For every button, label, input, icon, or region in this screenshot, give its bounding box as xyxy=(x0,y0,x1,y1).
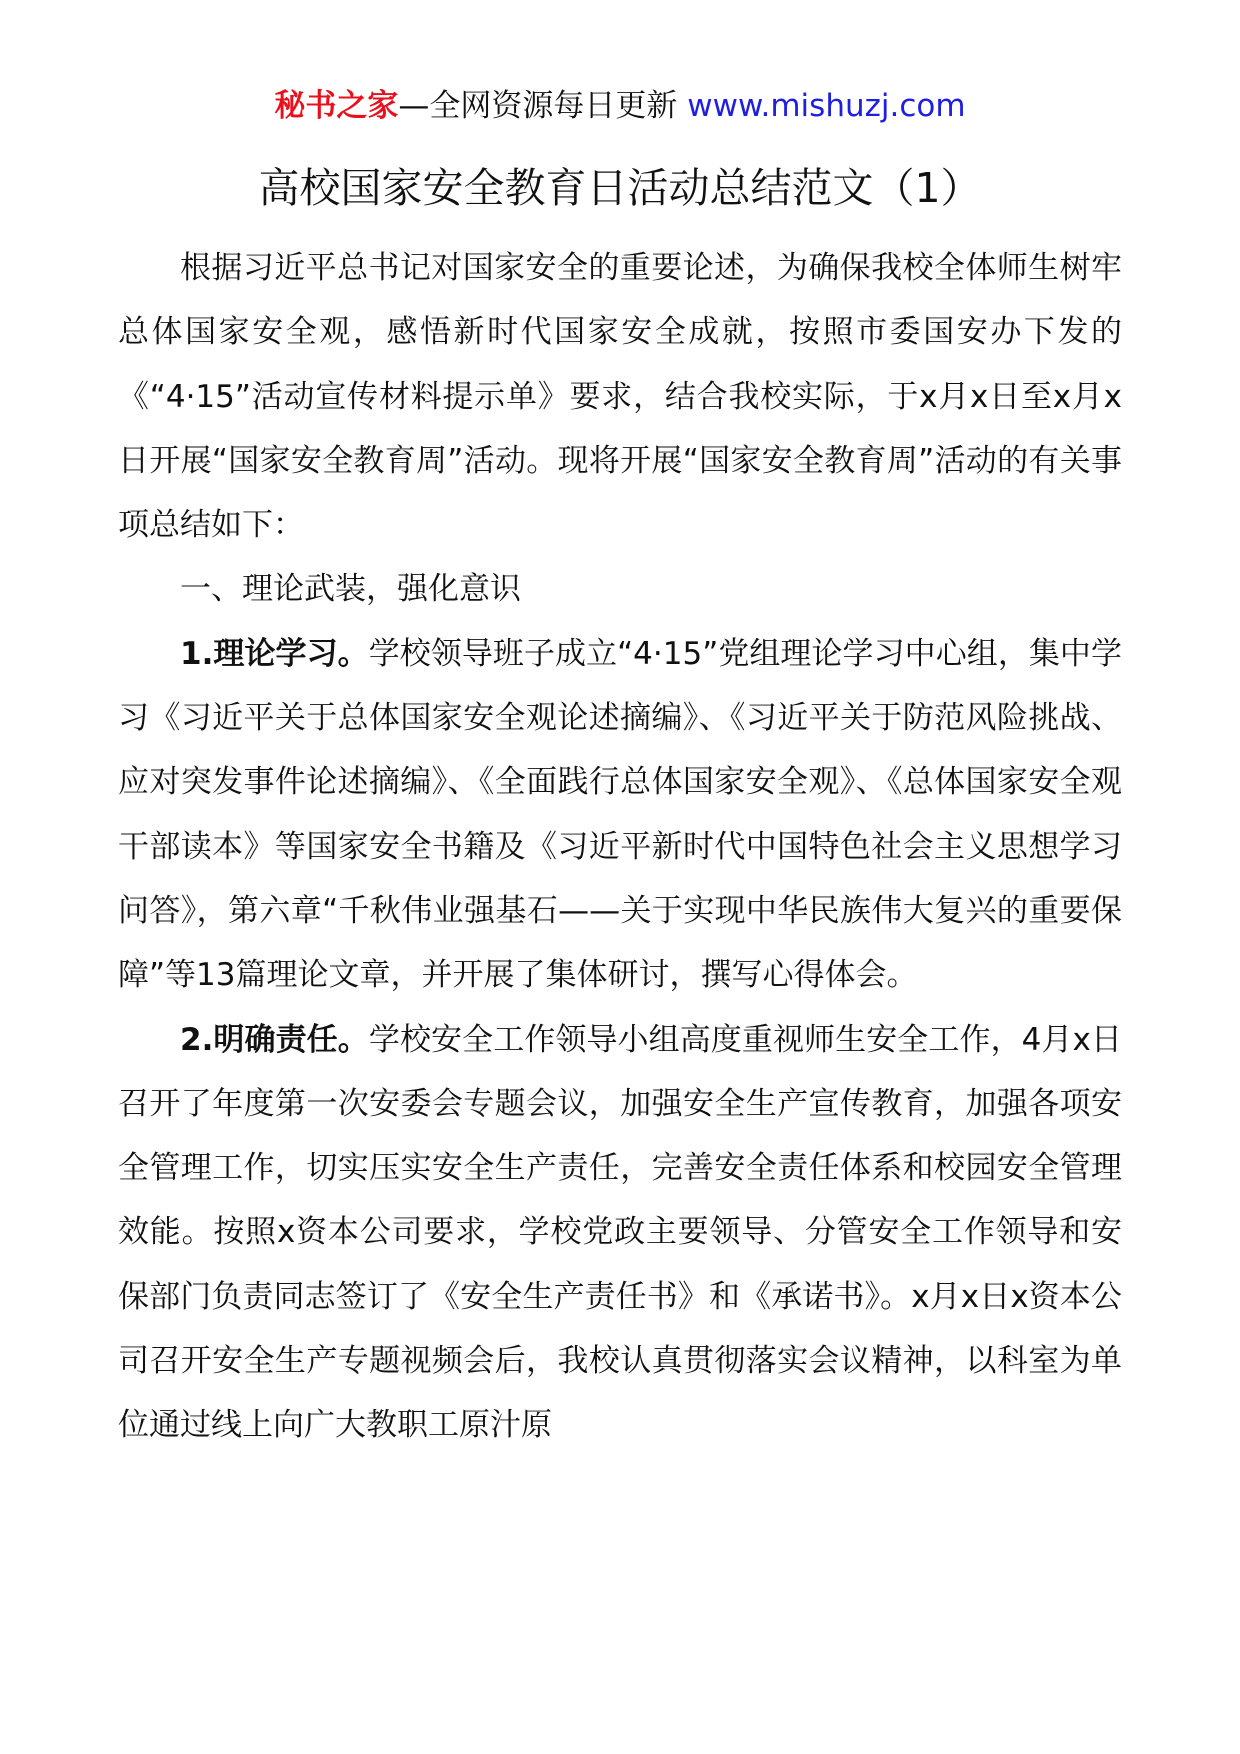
header-tagline: —全网资源每日更新 xyxy=(398,88,688,124)
site-header xyxy=(0,86,1240,126)
item-1-lead: 1.理论学习。 xyxy=(180,635,369,672)
brand-name: 秘书之家 xyxy=(274,88,399,124)
site-url-link[interactable]: www.mishuzj.com xyxy=(687,88,966,124)
document-title: 高校国家安全教育日活动总结范文（1） xyxy=(258,164,982,212)
item-2-text: 学校安全工作领导小组高度重视师生安全工作，4月x日召开了年度第一次安委会专题会议，加强安全生产宣传教育，加强各项安全管理工作，切实压实安全生产责任，完善安全责任体系和校园安全管理效能。按照x资本公司要求，学校党政主要领导、分管安全工作领导和安保部门负责同志签订了《安全生产责任书》和《承诺书》。x月x日x资本公司召开安全生产专题视频会后，我校认真贯彻落实会议精神，以科室为单位通过线上向广大教职工原汁原 xyxy=(118,1021,1122,1444)
item-2-paragraph xyxy=(118,1008,1122,1458)
intro-paragraph: 根据习近平总书记对国家安全的重要论述，为确保我校全体师生树牢总体国家安全观，感悟新时代国家安全成就，按照市委国安办下发的《“4·15”活动宣传材料提示单》要求，结合我校实际，于x月x日至x月x日开展“国家安全教育周”活动。现将开展“国家安全教育周”活动的有关事项总结如下： xyxy=(118,250,1122,544)
document-body xyxy=(118,236,1122,1458)
item-2-lead: 2.明确责任。 xyxy=(180,1021,369,1058)
item-1-paragraph xyxy=(118,622,1122,1008)
section-heading: 一、理论武装，强化意识 xyxy=(180,571,521,608)
item-1-text: 学校领导班子成立“4·15”党组理论学习中心组，集中学习《习近平关于总体国家安全观论述摘编》、《习近平关于防范风险挑战、应对突发事件论述摘编》、《全面践行总体国家安全观》、《总体国家安全观干部读本》等国家安全书籍及《习近平新时代中国特色社会主义思想学习问答》，第六章“千秋伟业强基石——关于实现中华民族伟大复兴的重要保障”等13篇理论文章，并开展了集体研讨，撰写心得体会。 xyxy=(118,635,1122,994)
